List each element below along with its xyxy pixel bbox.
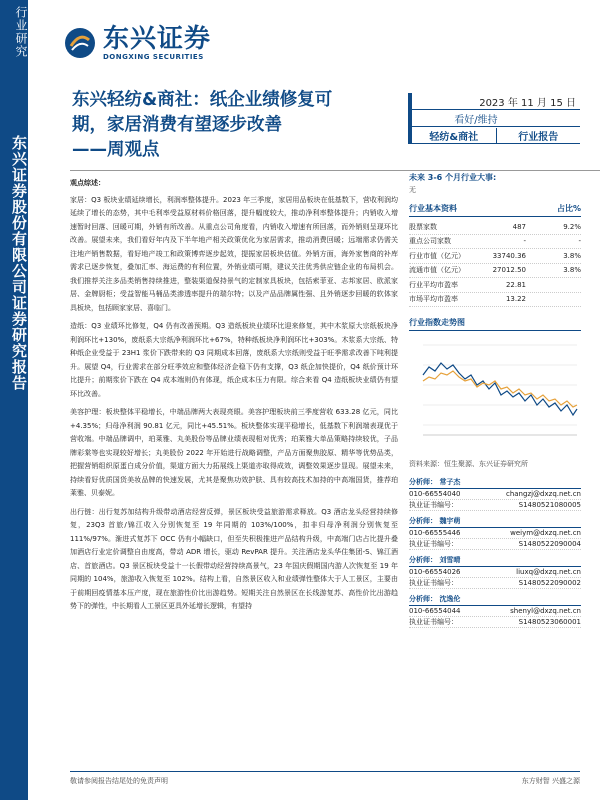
analyst-name: 刘雪晴	[439, 555, 461, 564]
side-panel	[409, 172, 581, 631]
logo-mark-icon	[63, 26, 97, 60]
analyst-card: 分析师： 刘雪晴 010-66554026 liuxq@dxzq.net.cn 执业证书编号： S1480522090002	[409, 553, 581, 589]
left-sidebar	[0, 0, 28, 800]
chart-source: 资料来源：恒生聚源、东兴证券研究所	[409, 460, 528, 468]
analyst-card: 分析师： 沈逸伦 010-66554044 shenyl@dxzq.net.cn 执业证书编号： S1480523060001	[409, 592, 581, 628]
company-logo	[63, 25, 211, 61]
main-body	[70, 177, 398, 619]
analyst-name: 魏宇萌	[439, 516, 461, 525]
analyst-phone: 010-66554026	[409, 568, 461, 576]
analyst-card: 分析师： 魏宇萌 010-66555446 weiym@dxzq.net.cn 执业证书编号： S1480522090004	[409, 514, 581, 550]
table-row: 股票家数 487 9.2%	[409, 220, 581, 235]
industry-label: 轻纺&商社	[429, 131, 479, 143]
report-date: 2023 年 11 月 15 日	[408, 93, 580, 110]
analyst-cert: S1480522090002	[518, 579, 581, 587]
para-home-furnishing: 家居：Q3 板块业绩延续增长，利润率整体提升。2023 年三季度，家居用品板块在低基数下，营收利润均延续了增长的态势，其中毛利率受益原材料价格回落，提升幅度较大，推动净利率整体提升；内销收入增速暂时回落、回暖可期，外销有所改善。从重点公司角度看，内销收入增速有所回落，而外销则呈现环比改善。展望未来，我们看好年内及下半年地产相关政策优化为家居需求，推动消费回暖；远端需求仍需关注地产销售数据，看好地产竣工和政策博弈逐步起效，提振家居板块估值。外销方面，海外家售商的补库需求已逐步恢复，叠加汇率、海运费的有利位置，外销业绩可期，建议关注优秀供应链企业的布局机会。我们推荐关注多品类销售持续推进，整装渠道保持景气的定制家具板块，包括索菲亚、志邦家居、欧派家居、金牌厨柜；受益智能马桶品类渗透率提升的瑞尔特；以及产品品牌属性强、且外销逐步回暖的软体家具板块，包括顾家家居、喜临门。	[70, 195, 398, 312]
trend-header	[409, 317, 581, 331]
report-category-row	[408, 127, 580, 144]
index-trend-chart	[409, 335, 581, 469]
para-beauty-care: 美容护理：板块整体平稳增长，中端品牌两大表现亮眼。美容护理板块前三季度营收 633.28 亿元，同比+4.35%；归母净利润 90.81 亿元，同比+45.51%。板块整体实现平稳增长，低基数下利润端表现优于营收端。中端品牌调中，珀莱雅、丸美股份等品牌业绩表现相对优秀；珀莱雅大单品策略持续较优，子品牌彩棠等也实现较好增长；丸美股份 2022 年开始进行战略调整，产品方面聚焦胶原、精华等优势品类，把握营销组织原蛋白成分价值，渠道方面大力拓展线上渠道亦取得成效，调整效果逐步显现。展望未来，持续看好优质国货美妆品牌的快速发展，尤其是聚焦功效护肤、具有较高技术加持的中高端国货，推荐珀莱雅、贝泰妮。	[70, 408, 398, 497]
events-heading: 未来 3-6 个月行业大事:	[409, 173, 497, 182]
table-row: 行业平均市盈率 22.81	[409, 278, 581, 293]
analyst-email[interactable]: liuxq@dxzq.net.cn	[516, 568, 581, 576]
logo-name-en: DONGXING SECURITIES	[103, 53, 204, 61]
trend-chart-svg	[409, 335, 581, 455]
analyst-email[interactable]: shenyl@dxzq.net.cn	[510, 607, 581, 615]
title-line-2: 期，家居消费有望逐步改善	[72, 115, 282, 135]
analyst-list	[409, 475, 581, 628]
title-line-3: ——周观点	[72, 140, 160, 160]
para-paper: 造纸：Q3 业绩环比修复，Q4 仍有改善预期。Q3 造纸板块业绩环比迎来修复，其中木浆原大宗纸板块净利润环比+130%，废纸系大宗纸净利润环比+67%，特种纸板块净利润环比+303%。木浆系大宗纸、特种纸企业受益于 23H1 浆价下跌带来的 Q3 同期成本回落，废纸系大宗纸则受益于旺季需求改善下吨利提升。展望 Q4，行业需求在部分旺季效应和整体经济企稳下仍有支撑，Q3 纸企加快提价，Q4 纸价预计环比提升；前期浆价下跌在 Q4 成本端则仍有体现，纸企成本压力有限。综合来看 Q4 造纸板块业绩仍有望环比改善。	[70, 322, 398, 398]
page-footer	[70, 771, 580, 786]
series-line-2	[423, 371, 577, 407]
report-type: 行业报告	[496, 128, 581, 143]
events-value: 无	[409, 186, 416, 194]
basic-data-header	[409, 203, 581, 217]
analyst-name: 沈逸伦	[439, 594, 461, 603]
report-info-box	[408, 93, 580, 144]
analyst-email[interactable]: changzj@dxzq.net.cn	[505, 490, 581, 498]
summary-heading: 观点综述：	[70, 179, 105, 187]
company-slogan: 东方财智 兴盛之源	[521, 777, 580, 785]
table-row: 市场平均市盈率 13.22	[409, 293, 581, 308]
report-rating: 看好/维持	[408, 110, 580, 127]
analyst-cert: S1480522090004	[518, 540, 581, 548]
sidebar-company: 东兴证券股份有限公司证券研究报告	[10, 135, 28, 391]
para-travel: 出行链：出行复苏加结构升级带动酒店经营反弹，景区板块受益旅游需求释放。Q3 酒店龙头经营持续修复，23Q3 首旅/锦江收入分别恢复至 19 年同期的 103%/100%，扣非归母净利润分别恢复至 111%/97%。渐进式复苏下 OCC 仍有小幅缺口，但至失积极推进产品结构升级，中高端门店占比提升叠加酒店行业定价调整自由度高，带动 ADR 增长，驱动 RevPAR 提升。关注酒店龙头华住集团-S、锦江酒店、首旅酒店。Q3 景区板块受益十一长假带动经营持续高景气，23 年国庆假期国内游人次恢复至 19 年同期的 104%，旅游收入恢复至 102%。结构上看，自然景区收入和业绩弹性整体大于人工景区，主要由于前期回疫情基本压产度，现在旅游性价比出游趋势。短期关注自然景区在长线游复苏、高性价比出游趋势下的弹性，中长期看人工景区更具外延增长逻辑，有望持	[70, 507, 398, 610]
analyst-cert: S1480521080005	[518, 501, 581, 509]
analyst-phone: 010-66554040	[409, 490, 461, 498]
analyst-phone: 010-66554044	[409, 607, 461, 615]
analyst-card: 分析师： 常子杰 010-66554040 changzj@dxzq.net.cn 执业证书编号： S1480521080005	[409, 475, 581, 511]
table-row: 流通市值（亿元） 27012.50 3.8%	[409, 264, 581, 279]
analyst-phone: 010-66555446	[409, 529, 461, 537]
logo-name-cn: 东兴证券	[103, 24, 212, 54]
trend-title: 行业指数走势图	[409, 318, 465, 327]
disclaimer-note: 敬请参阅报告结尾处的免责声明	[70, 777, 168, 785]
series-line-1	[423, 363, 577, 415]
analyst-name: 常子杰	[439, 477, 461, 486]
table-row: 重点公司家数 - -	[409, 235, 581, 250]
sidebar-category: 行业研究	[14, 6, 28, 58]
analyst-email[interactable]: weiym@dxzq.net.cn	[510, 529, 581, 537]
basic-data-table	[409, 220, 581, 307]
table-row: 行业市值（亿元） 33740.36 3.8%	[409, 249, 581, 264]
basic-data-column: 占比%	[556, 204, 581, 213]
basic-data-title: 行业基本资料	[409, 204, 457, 213]
analyst-cert: S1480523060001	[518, 618, 581, 626]
report-title	[72, 88, 372, 163]
title-line-1: 东兴轻纺&商社：纸企业绩修复可	[72, 90, 333, 110]
header-divider	[70, 170, 600, 171]
